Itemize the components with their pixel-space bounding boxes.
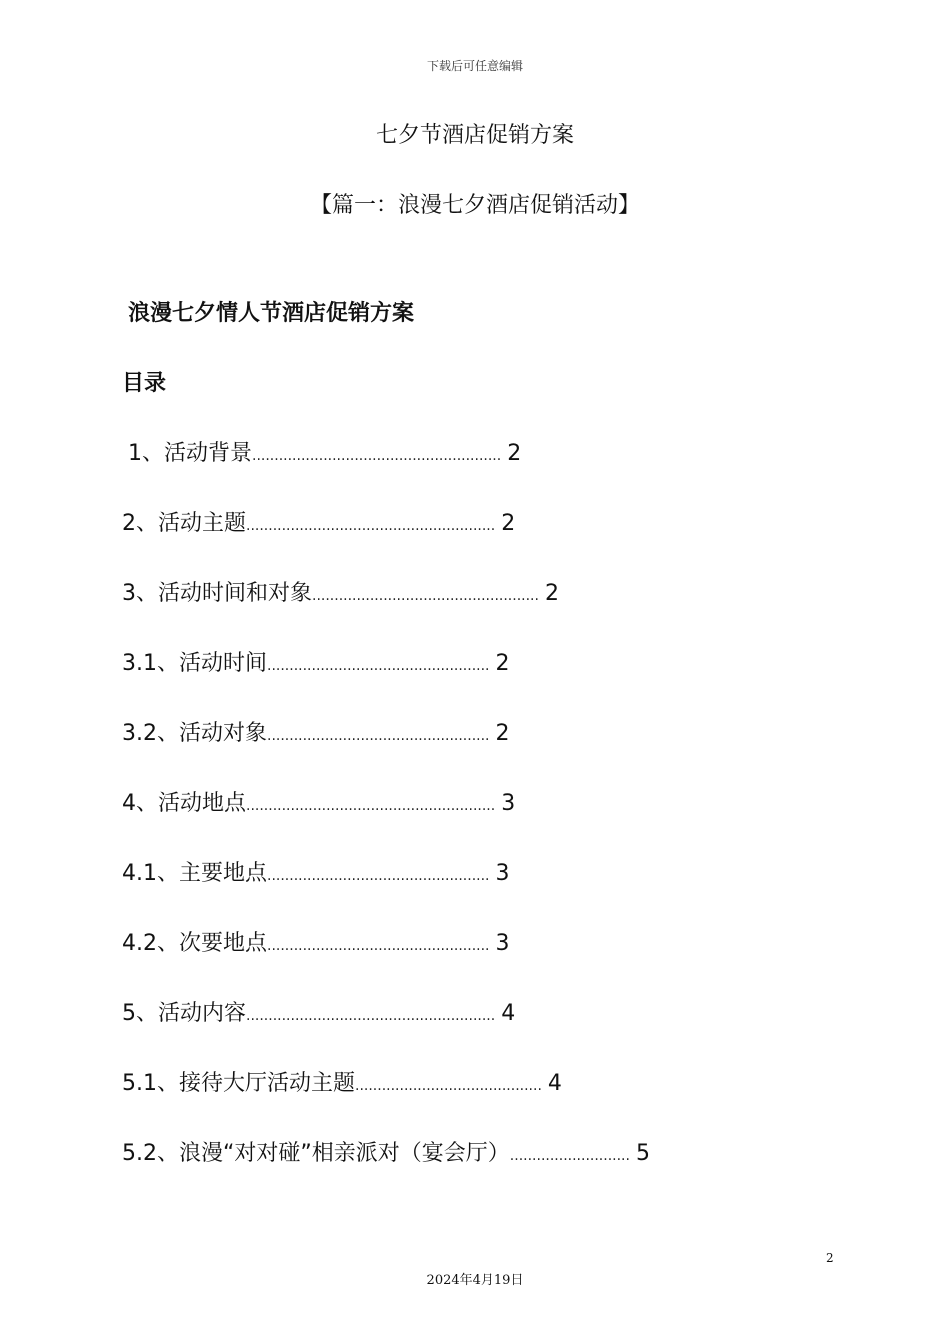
header-note: 下载后可任意编辑 <box>426 59 523 73</box>
toc-item[interactable] <box>122 926 510 957</box>
toc-item-label: 5、活动内容 <box>122 1001 246 1026</box>
toc-item-label: 3、活动时间和对象 <box>122 581 312 606</box>
toc-item-label: 3.1、活动时间 <box>122 651 267 676</box>
toc-item[interactable] <box>122 716 510 747</box>
toc-leader-dots: .................................................. <box>267 728 490 744</box>
toc-page-number: 2 <box>501 511 516 536</box>
toc-page-number: 4 <box>501 1001 516 1026</box>
toc-leader-dots: ........................................................ <box>246 518 496 534</box>
toc-page-number: 2 <box>544 581 559 606</box>
toc-page-number: 2 <box>507 441 522 466</box>
toc-leader-dots: ........................................................ <box>246 798 496 814</box>
toc-leader-dots: ........................................................ <box>246 1008 496 1024</box>
toc-leader-dots: ........................... <box>509 1148 630 1164</box>
toc-page-number: 5 <box>635 1141 650 1166</box>
toc-item[interactable] <box>122 786 515 817</box>
toc-item[interactable] <box>122 576 559 607</box>
toc-item-label: 2、活动主题 <box>122 511 246 536</box>
toc-item[interactable] <box>122 856 510 887</box>
toc-item-label: 4、活动地点 <box>122 791 246 816</box>
toc-page-number: 2 <box>495 651 510 676</box>
page-number: 2 <box>826 1251 834 1265</box>
toc-leader-dots: ................................................... <box>312 588 539 604</box>
toc-item[interactable] <box>128 436 521 467</box>
toc-leader-dots: .................................................. <box>267 868 490 884</box>
toc-item[interactable] <box>122 1136 650 1167</box>
toc-item[interactable] <box>122 996 515 1027</box>
toc-item-label: 4.2、次要地点 <box>122 931 267 956</box>
toc-item[interactable] <box>122 506 515 537</box>
toc-item[interactable] <box>122 1066 562 1097</box>
toc-item-label: 5.1、接待大厅活动主题 <box>122 1071 355 1096</box>
plan-title: 浪漫七夕情人节酒店促销方案 <box>128 301 415 326</box>
toc-leader-dots: .......................................... <box>355 1078 542 1094</box>
document-title: 七夕节酒店促销方案 <box>375 123 574 148</box>
toc-leader-dots: ........................................................ <box>252 448 502 464</box>
toc-page-number: 3 <box>495 931 510 956</box>
toc-item-label: 1、活动背景 <box>128 441 252 466</box>
toc-item[interactable] <box>122 646 510 677</box>
toc-leader-dots: .................................................. <box>267 938 490 954</box>
toc-page-number: 3 <box>501 791 516 816</box>
toc-item-label: 4.1、主要地点 <box>122 861 267 886</box>
document-subtitle: 【篇一：浪漫七夕酒店促销活动】 <box>309 193 640 218</box>
toc-item-label: 5.2、浪漫“对对碰”相亲派对（宴会厅） <box>122 1141 510 1166</box>
toc-page-number: 3 <box>495 861 510 886</box>
toc-heading: 目录 <box>122 371 167 396</box>
toc-page-number: 2 <box>495 721 510 746</box>
toc-page-number: 4 <box>547 1071 562 1096</box>
toc-leader-dots: .................................................. <box>267 658 490 674</box>
footer-date: 2024年4月19日 <box>426 1273 524 1288</box>
toc-item-label: 3.2、活动对象 <box>122 721 267 746</box>
